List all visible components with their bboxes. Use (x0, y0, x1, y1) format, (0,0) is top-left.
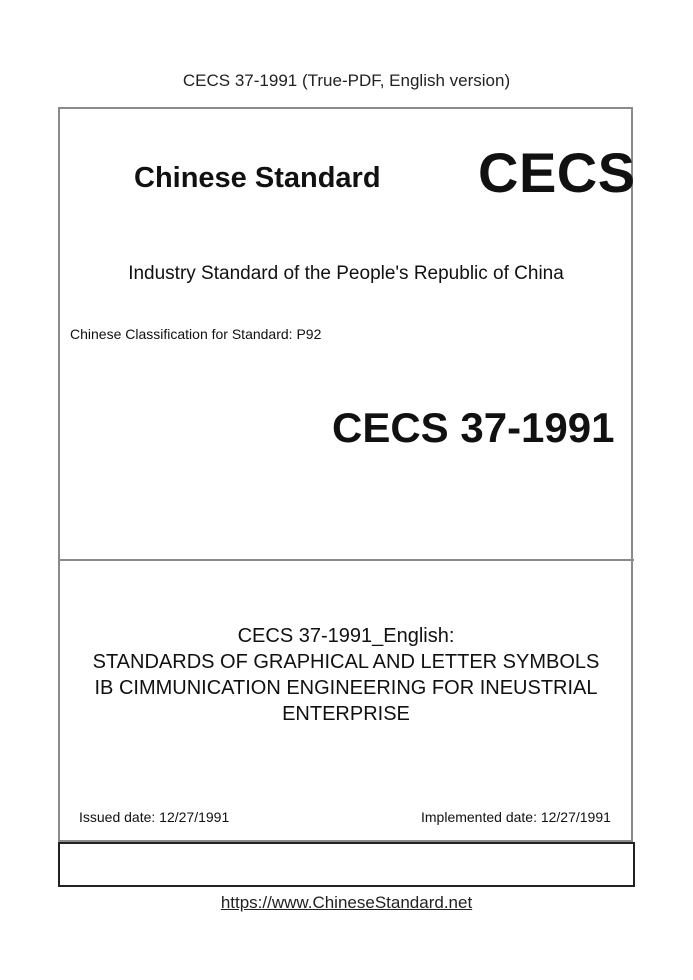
classification-label: Chinese Classification for Standard: P92 (70, 326, 322, 342)
empty-bottom-box (58, 842, 635, 887)
website-link[interactable]: https://www.ChineseStandard.net (220, 893, 473, 912)
title-line: STANDARDS OF GRAPHICAL AND LETTER SYMBOLS (92, 651, 600, 673)
implemented-date: Implemented date: 12/27/1991 (421, 809, 611, 825)
cover-divider (58, 559, 634, 561)
chinese-standard-label: Chinese Standard (134, 162, 381, 194)
footer (0, 893, 693, 913)
cover-frame (58, 107, 633, 842)
standard-code: CECS 37-1991 (332, 404, 615, 451)
title-line: IB CIMMUNICATION ENGINEERING FOR INEUSTRIAL (94, 677, 598, 699)
title-line: CECS 37-1991_English: (237, 625, 455, 647)
cecs-brand: CECS (478, 141, 636, 204)
standard-title-block (58, 623, 634, 727)
issued-date: Issued date: 12/27/1991 (79, 809, 230, 825)
title-line: ENTERPRISE (282, 703, 410, 725)
industry-standard-line: Industry Standard of the People's Republic of China (128, 263, 564, 284)
document-header-title: CECS 37-1991 (True-PDF, English version) (182, 71, 511, 90)
